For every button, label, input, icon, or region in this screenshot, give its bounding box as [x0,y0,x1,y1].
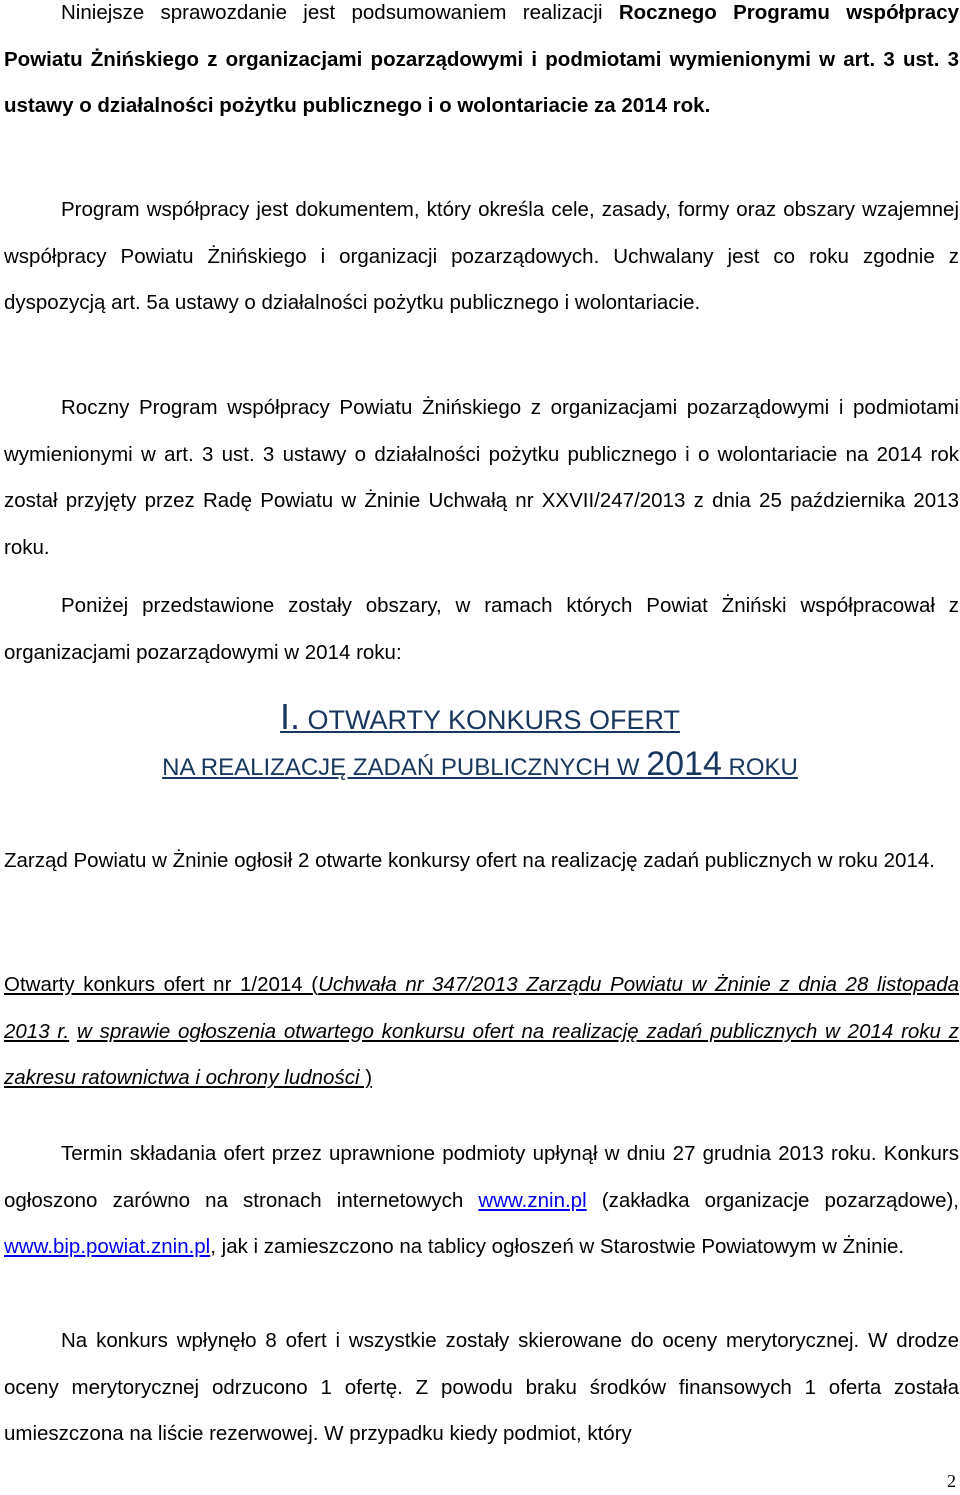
offers-paragraph: Na konkurs wpłynęło 8 ofert i wszystkie zostały skierowane do oceny merytorycznej. W drodze oceny merytorycznej odrzucono 1 ofertę. Z powodu braku środków finansowych 1 oferta została umieszczona na liście rezerwowej. W przypadku kiedy podmiot, który [4,1329,959,1445]
section-title-line2-a: NA REALIZACJĘ ZADAŃ PUBLICZNYCH W [162,754,640,781]
deadline-text-a: Termin składania ofert przez uprawnione podmioty upłynął w dniu 27 grudnia 2013 roku. Konkurs ogłoszono zarówno na stronach internetowych [4,1142,959,1212]
program-definition-paragraph: Program współpracy jest dokumentem, który określa cele, zasady, formy oraz obszary wzajemnej współpracy Powiatu Żnińskiego i organizacji pozarządowych. Uchwalany jest co roku zgodnie z dyspozycją art. 5a ustawy o działalności pożytku publicznego i wolontariacie. [4,198,959,314]
competition-1-space [69,1020,77,1043]
section-heading-line2 [0,745,960,784]
bip-website-link[interactable]: www.bip.powiat.znin.pl [4,1235,211,1258]
deadline-paragraph [4,1131,959,1271]
section-title-line1: OTWARTY KONKURS OFERT [307,705,681,735]
section-numeral: I. [279,696,300,737]
section-heading-line1 [0,696,960,738]
deadline-text-b: (zakładka organizacje pozarządowe), [586,1188,959,1212]
competition-1-close: ) [359,1066,373,1089]
program-adoption-paragraph: Roczny Program współpracy Powiatu Żnińskiego z organizacjami pozarządowymi i podmiotami wymienionymi w art. 3 ust. 3 ustawy o działalności pożytku publicznego i o wolontariacie na 2014 rok został przyjęty przez Radę Powiatu w Żninie Uchwałą nr XXVII/247/2013 z dnia 25 października 2013 roku. [4,396,959,559]
section-title-year: 2014 [646,745,722,783]
znin-website-link[interactable]: www.znin.pl [478,1188,587,1212]
intro-text: Niniejsze sprawozdanie jest podsumowaniem realizacji [61,1,619,24]
competition-1-resolution: Uchwała nr 347/2013 Zarządu Powiatu w Żninie z dnia 28 listopada 2013 r. [4,973,959,1043]
section-title-line2-b: ROKU [728,754,798,781]
page-number: 2 [947,1471,956,1491]
areas-intro-paragraph: Poniżej przedstawione zostały obszary, w ramach których Powiat Żniński współpracował z organizacjami pozarządowymi w 2014 roku: [4,594,959,664]
competition-1-title [4,962,959,1102]
deadline-text-c: , jak i zamieszczono na tablicy ogłoszeń w Starostwie Powiatowym w Żninie. [210,1235,905,1258]
intro-paragraph [4,0,959,130]
competitions-paragraph: Zarząd Powiatu w Żninie ogłosił 2 otwarte konkursy ofert na realizację zadań publicznych w roku 2014. [4,849,935,872]
competition-1-label: Otwarty konkurs ofert nr 1/2014 ( [4,973,319,996]
competition-1-subject: w sprawie ogłoszenia otwartego konkursu ofert na realizację zadań publicznych w 2014 roku z zakresu ratownictwa i ochrony ludności [4,1019,959,1089]
intro-bold-text: Rocznego Programu współpracy Powiatu Żnińskiego z organizacjami pozarządowymi i podmiotami wymienionymi w art. 3 ust. 3 ustawy o działalności pożytku publicznego i o wolontariacie za 2014 rok. [4,1,960,117]
